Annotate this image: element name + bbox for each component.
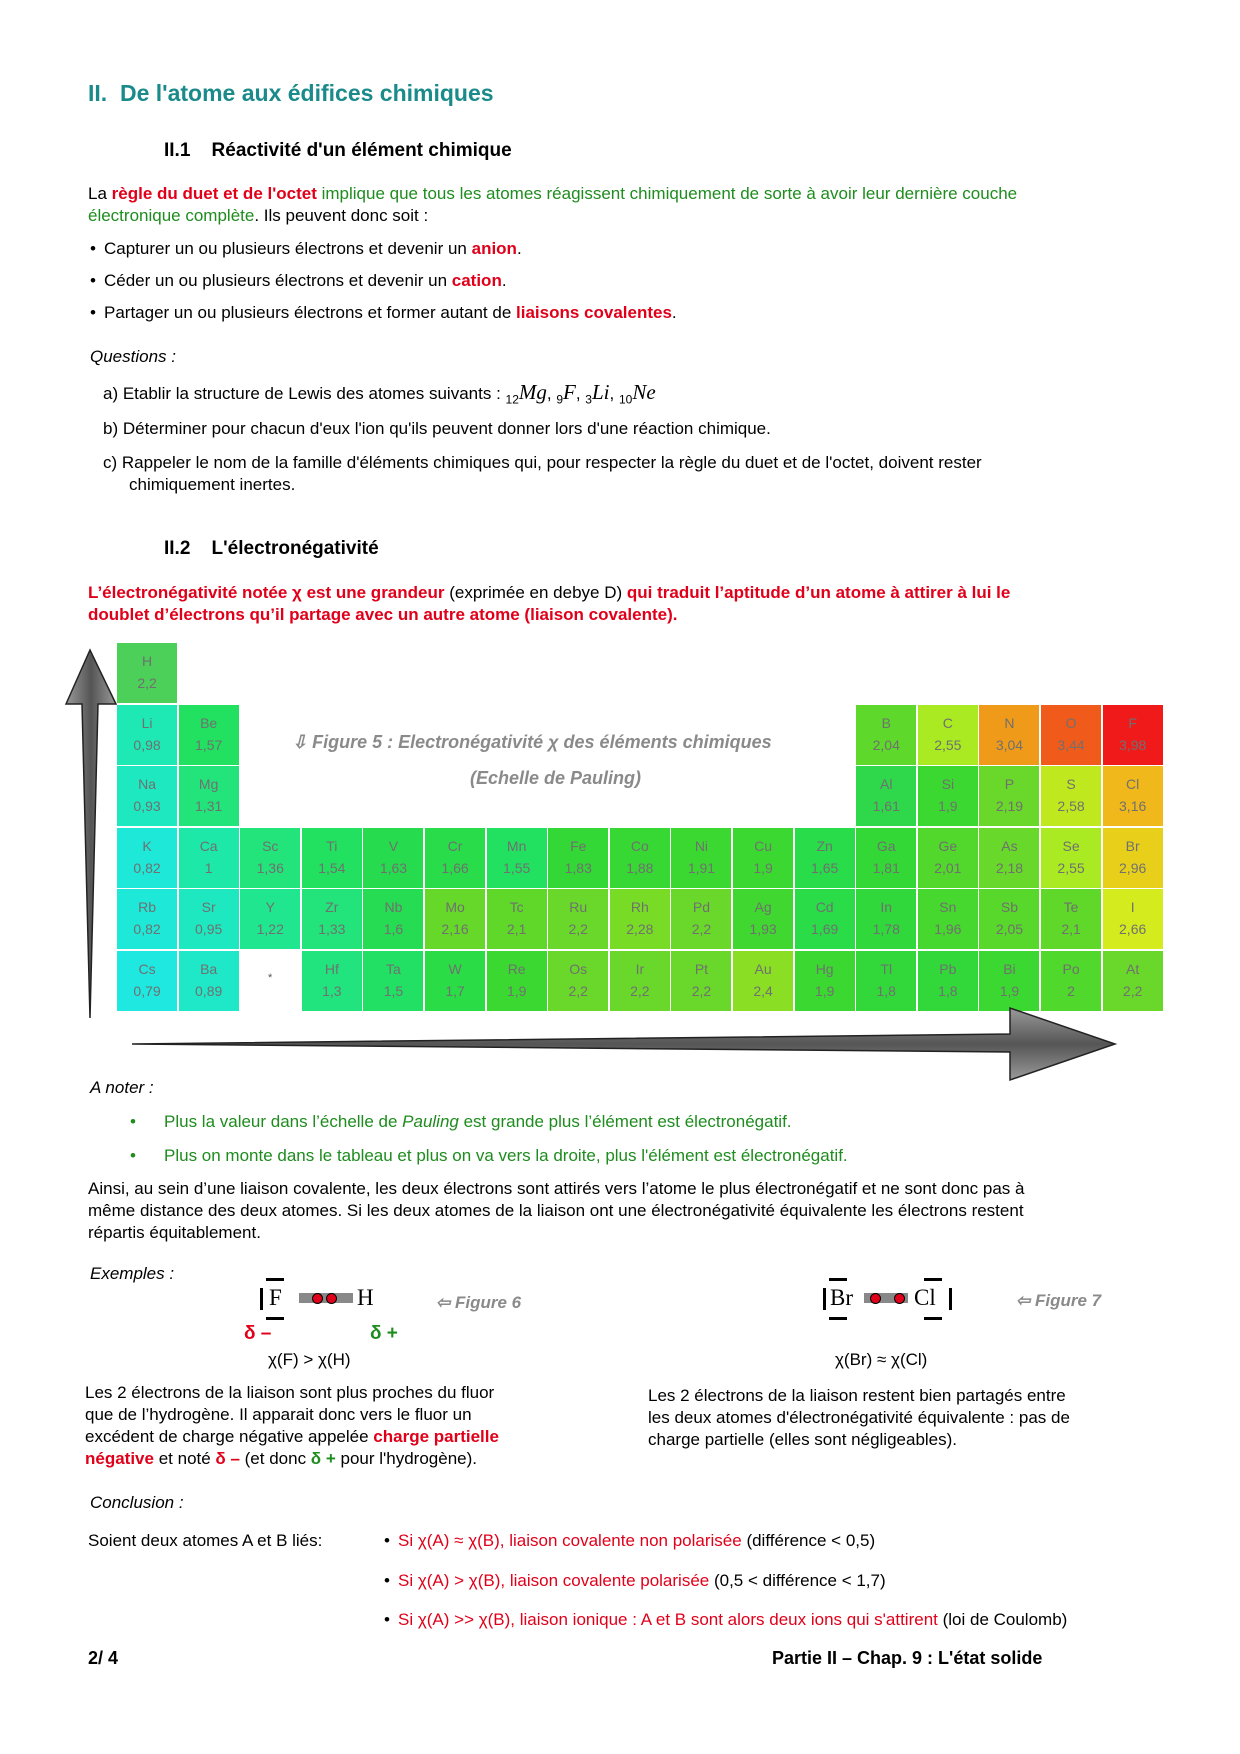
element-symbol: Sc bbox=[262, 837, 279, 854]
element-electronegativity: 1,36 bbox=[256, 859, 284, 876]
element-symbol: Sn bbox=[939, 899, 957, 915]
element-cell bbox=[855, 765, 917, 827]
element-symbol: Be bbox=[200, 714, 218, 731]
examples-label: Exemples : bbox=[90, 1264, 175, 1283]
element-cell bbox=[794, 950, 856, 1012]
element-cell bbox=[1102, 827, 1164, 889]
element-symbol: K bbox=[142, 837, 152, 854]
relation-brcl: χ(Br) ≈ χ(Cl) bbox=[835, 1350, 928, 1369]
element-symbol: Mn bbox=[506, 837, 527, 854]
element-electronegativity: 0,79 bbox=[133, 982, 161, 999]
bullet-cation: • Céder un ou plusieurs électrons et devenir un cation. bbox=[104, 271, 507, 291]
element-electronegativity: 2,2 bbox=[568, 921, 588, 937]
atom-symbol: F bbox=[563, 380, 576, 404]
vertical-arrow-icon bbox=[60, 648, 122, 1020]
element-electronegativity: 2,2 bbox=[630, 982, 650, 999]
element-cell bbox=[978, 888, 1040, 950]
element-electronegativity: 1,22 bbox=[256, 921, 284, 937]
element-cell bbox=[178, 765, 240, 827]
element-electronegativity: 1,9 bbox=[814, 982, 835, 999]
element-cell bbox=[978, 704, 1040, 766]
intro-paragraph: La règle du duet et de l'octet implique que tous les atomes réagissent chimiquement de sorte à avoir leur dernière couche électronique complète. Ils peuvent donc soit : bbox=[88, 184, 1018, 225]
element-symbol: Cu bbox=[754, 837, 772, 854]
element-electronegativity: 1,31 bbox=[195, 798, 223, 814]
figure7-caption: ⇦ Figure 7 bbox=[1016, 1291, 1102, 1310]
delta-minus: δ – bbox=[244, 1323, 272, 1344]
lanthanide-marker: * bbox=[268, 972, 273, 984]
conclusion-3: • Si χ(A) >> χ(B), liaison ionique : A et B sont alors deux ions qui s'attirent (loi de Coulomb) bbox=[398, 1610, 1067, 1630]
element-symbol: Y bbox=[265, 899, 275, 915]
figure6-caption: ⇦ Figure 6 bbox=[436, 1293, 522, 1312]
element-cell bbox=[424, 827, 486, 889]
element-electronegativity: 1,91 bbox=[687, 859, 716, 876]
element-symbol: Nb bbox=[384, 899, 403, 915]
element-electronegativity: 1,7 bbox=[445, 982, 465, 999]
element-symbol: Os bbox=[569, 960, 588, 977]
element-electronegativity: 2,58 bbox=[1057, 798, 1085, 814]
atoms-list: $_{12}$Mg, $_9$F, $_3$Li, $_{10}$Ne bbox=[505, 380, 656, 407]
element-electronegativity: 3,44 bbox=[1057, 736, 1085, 753]
element-cell bbox=[486, 888, 548, 950]
element-symbol: B bbox=[881, 714, 891, 731]
element-symbol: Te bbox=[1063, 899, 1079, 915]
element-symbol: Au bbox=[754, 960, 772, 977]
electron-dot bbox=[870, 1293, 881, 1304]
element-electronegativity: 2,55 bbox=[1057, 859, 1085, 876]
lewis-brcl bbox=[820, 1278, 960, 1322]
element-electronegativity: 1,55 bbox=[503, 859, 531, 876]
element-cell bbox=[1040, 704, 1102, 766]
element-symbol: As bbox=[1001, 837, 1018, 854]
lewis-fh bbox=[255, 1278, 415, 1322]
note-paragraph: Ainsi, au sein d’une liaison covalente, les deux électrons sont attirés vers l’atome le plus électronégatif et ne sont donc pas à même distance des deux atomes. Si les deux atomes de la liaison ont une électronégativité équivalente les électrons restent répartis équitablement. bbox=[88, 1179, 1025, 1242]
element-symbol: Tc bbox=[509, 899, 524, 915]
element-cell bbox=[178, 704, 240, 766]
electron-dot bbox=[326, 1293, 337, 1304]
element-symbol: Cs bbox=[138, 960, 156, 977]
element-electronegativity: 1,83 bbox=[564, 859, 592, 876]
element-electronegativity: 1,57 bbox=[195, 736, 223, 753]
element-electronegativity: 0,93 bbox=[133, 798, 161, 814]
element-electronegativity: 2,16 bbox=[441, 921, 469, 937]
conclusion-2: • Si χ(A) > χ(B), liaison covalente polarisée (0,5 < différence < 1,7) bbox=[398, 1571, 886, 1591]
element-symbol: Pd bbox=[692, 899, 710, 915]
element-electronegativity: 1,8 bbox=[876, 982, 896, 999]
element-cell bbox=[917, 704, 979, 766]
element-cell bbox=[116, 888, 178, 950]
element-cell bbox=[732, 888, 794, 950]
element-symbol: Zn bbox=[816, 837, 833, 854]
element-cell bbox=[301, 888, 363, 950]
element-symbol: Mo bbox=[445, 899, 465, 915]
element-electronegativity: 2,04 bbox=[872, 736, 900, 753]
element-symbol: V bbox=[388, 837, 399, 854]
element-electronegativity: 1,6 bbox=[383, 921, 404, 937]
questions-label: Questions : bbox=[90, 347, 176, 366]
element-symbol: Pb bbox=[939, 960, 957, 977]
figure6-text: Les 2 électrons de la liaison sont plus proches du fluor que de l’hydrogène. Il apparait donc vers le fluor un excédent de charge négative appelée charge partielle négative et noté δ – (et donc δ + pour l'hydrogène). bbox=[85, 1383, 499, 1468]
element-symbol: Ag bbox=[754, 899, 772, 915]
element-electronegativity: 2,2 bbox=[691, 982, 712, 999]
conclusion-1: • Si χ(A) ≈ χ(B), liaison covalente non polarisée (différence < 0,5) bbox=[398, 1531, 875, 1551]
element-cell bbox=[116, 950, 178, 1012]
element-cell bbox=[178, 950, 240, 1012]
element-electronegativity: 1,61 bbox=[872, 798, 900, 814]
element-electronegativity: 1,5 bbox=[383, 982, 404, 999]
element-electronegativity: 2,19 bbox=[995, 798, 1024, 814]
element-cell bbox=[1102, 704, 1164, 766]
element-symbol: H bbox=[141, 653, 153, 669]
element-electronegativity: 1,65 bbox=[811, 859, 839, 876]
element-electronegativity: 2 bbox=[1067, 982, 1075, 999]
element-cell bbox=[917, 765, 979, 827]
element-symbol: F bbox=[1128, 714, 1137, 731]
element-cell bbox=[178, 827, 240, 889]
atom-br: Br bbox=[830, 1285, 853, 1310]
element-symbol: Sb bbox=[1000, 899, 1018, 915]
element-symbol: Co bbox=[630, 837, 649, 854]
element-symbol: O bbox=[1065, 714, 1077, 731]
element-cell bbox=[609, 950, 671, 1012]
element-symbol: Mg bbox=[198, 776, 219, 792]
element-symbol: Ti bbox=[326, 837, 338, 854]
element-electronegativity: 1,96 bbox=[934, 921, 962, 937]
element-symbol: Zr bbox=[325, 899, 339, 915]
atomic-number: 3 bbox=[585, 392, 592, 407]
element-cell bbox=[486, 950, 548, 1012]
element-electronegativity: 3,16 bbox=[1119, 798, 1147, 814]
element-cell bbox=[116, 642, 178, 704]
element-electronegativity: 1,3 bbox=[322, 982, 342, 999]
figure7-text: Les 2 électrons de la liaison restent bien partagés entre les deux atomes d'électronégativité équivalente : pas de charge partielle (elles sont négligeables). bbox=[648, 1386, 1070, 1449]
element-symbol: Ir bbox=[635, 960, 645, 977]
element-cell bbox=[547, 950, 609, 1012]
element-electronegativity: 2,2 bbox=[691, 921, 712, 937]
element-cell bbox=[609, 888, 671, 950]
element-symbol: Ru bbox=[569, 899, 588, 915]
element-cell bbox=[362, 827, 424, 889]
element-cell bbox=[978, 827, 1040, 889]
element-symbol: Cd bbox=[815, 899, 834, 915]
figure5-subcaption: (Echelle de Pauling) bbox=[470, 768, 642, 788]
atom-symbol: Li bbox=[591, 380, 610, 404]
element-cell bbox=[116, 827, 178, 889]
element-symbol: Si bbox=[941, 776, 955, 792]
element-symbol: Rb bbox=[138, 899, 156, 915]
bullet-anion: • Capturer un ou plusieurs électrons et devenir un anion. bbox=[104, 239, 522, 259]
element-cell bbox=[1040, 950, 1102, 1012]
element-electronegativity: 2,01 bbox=[934, 859, 962, 876]
bullet-covalent: • Partager un ou plusieurs électrons et former autant de liaisons covalentes. bbox=[104, 303, 677, 323]
element-symbol: Ge bbox=[938, 837, 958, 854]
element-symbol: Cl bbox=[1126, 776, 1140, 792]
element-symbol: Ni bbox=[694, 837, 709, 854]
element-cell bbox=[855, 704, 917, 766]
element-cell bbox=[301, 950, 363, 1012]
electron-dot bbox=[312, 1293, 323, 1304]
element-symbol: W bbox=[448, 960, 462, 977]
element-symbol: C bbox=[942, 714, 953, 731]
element-electronegativity: 3,98 bbox=[1119, 736, 1147, 753]
atomic-number: 12 bbox=[505, 392, 519, 407]
element-electronegativity: 1,33 bbox=[318, 921, 346, 937]
element-electronegativity: 1,78 bbox=[872, 921, 900, 937]
element-electronegativity: 1 bbox=[204, 859, 213, 876]
element-symbol: Ga bbox=[876, 837, 896, 854]
element-symbol: Br bbox=[1125, 837, 1140, 854]
relation-fh: χ(F) > χ(H) bbox=[268, 1350, 351, 1369]
element-cell bbox=[1040, 827, 1102, 889]
element-cell bbox=[1102, 888, 1164, 950]
element-cell bbox=[1102, 950, 1164, 1012]
element-electronegativity: 2,96 bbox=[1119, 859, 1147, 876]
element-electronegativity: 0,89 bbox=[195, 982, 223, 999]
question-c: c) Rappeler le nom de la famille d'éléments chimiques qui, pour respecter la règle du duet et de l'octet, doivent rester chimiquement inertes. bbox=[103, 453, 982, 494]
element-symbol: In bbox=[880, 899, 893, 915]
element-symbol: Rh bbox=[630, 899, 649, 915]
delta-plus: δ + bbox=[370, 1323, 398, 1344]
conclusion-lead: Soient deux atomes A et B liés: bbox=[88, 1531, 323, 1550]
element-cell bbox=[855, 888, 917, 950]
element-electronegativity: 2,2 bbox=[137, 675, 157, 691]
element-electronegativity: 0,95 bbox=[195, 921, 223, 937]
atomic-number: 9 bbox=[556, 392, 564, 407]
atom-symbol: Ne bbox=[632, 380, 656, 404]
element-electronegativity: 1,9 bbox=[753, 859, 773, 876]
chapter-title: Partie II – Chap. 9 : L'état solide bbox=[772, 1648, 1043, 1668]
element-cell bbox=[239, 827, 301, 889]
element-cell bbox=[362, 888, 424, 950]
element-electronegativity: 1,63 bbox=[379, 859, 408, 876]
element-symbol: P bbox=[1004, 776, 1015, 792]
atom-cl: Cl bbox=[914, 1285, 936, 1310]
element-electronegativity: 3,04 bbox=[995, 736, 1024, 753]
atom-h: H bbox=[357, 1285, 374, 1310]
element-electronegativity: 1,8 bbox=[938, 982, 958, 999]
element-cell bbox=[917, 888, 979, 950]
element-electronegativity: 1,9 bbox=[999, 982, 1020, 999]
element-cell bbox=[732, 827, 794, 889]
subsection-heading-1: II.1 Réactivité d'un élément chimique bbox=[164, 140, 512, 161]
element-electronegativity: 1,81 bbox=[872, 859, 900, 876]
element-electronegativity: 2,28 bbox=[626, 921, 654, 937]
element-cell bbox=[670, 827, 732, 889]
element-electronegativity: 1,69 bbox=[811, 921, 839, 937]
element-symbol: Ta bbox=[386, 960, 401, 977]
element-symbol: Ba bbox=[200, 960, 218, 977]
note-label: A noter : bbox=[90, 1078, 154, 1097]
element-cell bbox=[116, 704, 178, 766]
question-b: b) Déterminer pour chacun d'eux l'ion qu'ils peuvent donner lors d'une réaction chimique. bbox=[103, 419, 771, 438]
element-cell bbox=[1040, 765, 1102, 827]
element-symbol: I bbox=[1130, 899, 1135, 915]
element-symbol: Po bbox=[1062, 960, 1080, 977]
element-cell bbox=[917, 827, 979, 889]
element-cell bbox=[239, 888, 301, 950]
element-symbol: Cr bbox=[447, 837, 463, 854]
element-cell bbox=[670, 888, 732, 950]
section-heading: II. De l'atome aux édifices chimiques bbox=[88, 80, 494, 106]
element-cell bbox=[1040, 888, 1102, 950]
element-electronegativity: 1,9 bbox=[506, 982, 527, 999]
horizontal-arrow-icon bbox=[130, 1006, 1120, 1084]
element-electronegativity: 1,54 bbox=[318, 859, 346, 876]
element-symbol: Hf bbox=[324, 960, 339, 977]
element-electronegativity: 2,1 bbox=[1061, 921, 1081, 937]
element-electronegativity: 2,2 bbox=[1122, 982, 1143, 999]
element-cell bbox=[794, 888, 856, 950]
element-cell bbox=[855, 827, 917, 889]
element-cell bbox=[855, 950, 917, 1012]
element-electronegativity: 2,2 bbox=[568, 982, 588, 999]
element-cell bbox=[609, 827, 671, 889]
element-symbol: Re bbox=[507, 960, 526, 977]
element-symbol: Pt bbox=[694, 960, 709, 977]
figure5-caption: ⇩ Figure 5 : Electronégativité χ des éléments chimiques bbox=[292, 732, 772, 752]
element-cell bbox=[547, 827, 609, 889]
note-bullet-2: • Plus on monte dans le tableau et plus on va vers la droite, plus l'élément est électronégatif. bbox=[164, 1146, 848, 1166]
element-symbol: Se bbox=[1062, 837, 1080, 854]
element-electronegativity: 2,1 bbox=[506, 921, 527, 937]
page-number: 2/ 4 bbox=[88, 1648, 119, 1668]
element-symbol: Li bbox=[141, 714, 153, 731]
element-symbol: Ca bbox=[199, 837, 218, 854]
question-a: a) Etablir la structure de Lewis des atomes suivants : $_{12}$Mg, $_9$F, $_3$Li, $_{10}$Ne bbox=[103, 380, 656, 407]
element-cell bbox=[978, 765, 1040, 827]
element-cell bbox=[670, 950, 732, 1012]
element-electronegativity: 1,66 bbox=[441, 859, 469, 876]
element-cell bbox=[547, 888, 609, 950]
element-electronegativity: 0,82 bbox=[133, 859, 161, 876]
element-electronegativity: 1,9 bbox=[938, 798, 958, 814]
element-electronegativity: 2,05 bbox=[995, 921, 1024, 937]
element-cell bbox=[178, 888, 240, 950]
element-symbol: S bbox=[1066, 776, 1076, 792]
subsection-heading-2: II.2 L'électronégativité bbox=[164, 538, 379, 559]
note-bullet-1: • Plus la valeur dans l’échelle de Pauling est grande plus l’élément est électronégatif. bbox=[164, 1112, 792, 1132]
element-cell bbox=[424, 950, 486, 1012]
electron-dot bbox=[894, 1293, 905, 1304]
atomic-number: 10 bbox=[618, 392, 633, 407]
element-cell bbox=[301, 827, 363, 889]
element-cell bbox=[362, 950, 424, 1012]
element-electronegativity: 2,55 bbox=[934, 736, 962, 753]
element-electronegativity: 2,66 bbox=[1119, 921, 1147, 937]
definition-paragraph: L’électronégativité notée χ est une grandeur (exprimée en debye D) qui traduit l’aptitude d’un atome à attirer à lui le doublet d’électrons qu’il partage avec un autre atome (liaison covalente). bbox=[88, 583, 1011, 624]
element-cell bbox=[486, 827, 548, 889]
element-symbol: Na bbox=[138, 776, 156, 792]
element-cell bbox=[978, 950, 1040, 1012]
element-symbol: N bbox=[1004, 714, 1015, 731]
element-cell bbox=[732, 950, 794, 1012]
element-symbol: Sr bbox=[201, 899, 216, 915]
atom-f: F bbox=[269, 1285, 282, 1310]
element-electronegativity: 2,18 bbox=[995, 859, 1024, 876]
element-cell bbox=[1102, 765, 1164, 827]
element-cell bbox=[424, 888, 486, 950]
element-symbol: Bi bbox=[1003, 960, 1016, 977]
element-electronegativity: 1,93 bbox=[749, 921, 777, 937]
element-symbol: Fe bbox=[570, 837, 587, 854]
element-electronegativity: 1,88 bbox=[626, 859, 654, 876]
element-cell bbox=[116, 765, 178, 827]
atom-symbol: Mg bbox=[518, 380, 547, 404]
element-cell bbox=[917, 950, 979, 1012]
element-symbol: At bbox=[1126, 960, 1140, 977]
element-electronegativity: 2,4 bbox=[753, 982, 773, 999]
element-symbol: Al bbox=[880, 776, 893, 792]
element-symbol: Tl bbox=[880, 960, 893, 977]
element-electronegativity: 0,82 bbox=[133, 921, 161, 937]
element-cell bbox=[794, 827, 856, 889]
element-symbol: Hg bbox=[815, 960, 834, 977]
conclusion-label: Conclusion : bbox=[90, 1493, 184, 1512]
element-electronegativity: 0,98 bbox=[133, 736, 161, 753]
